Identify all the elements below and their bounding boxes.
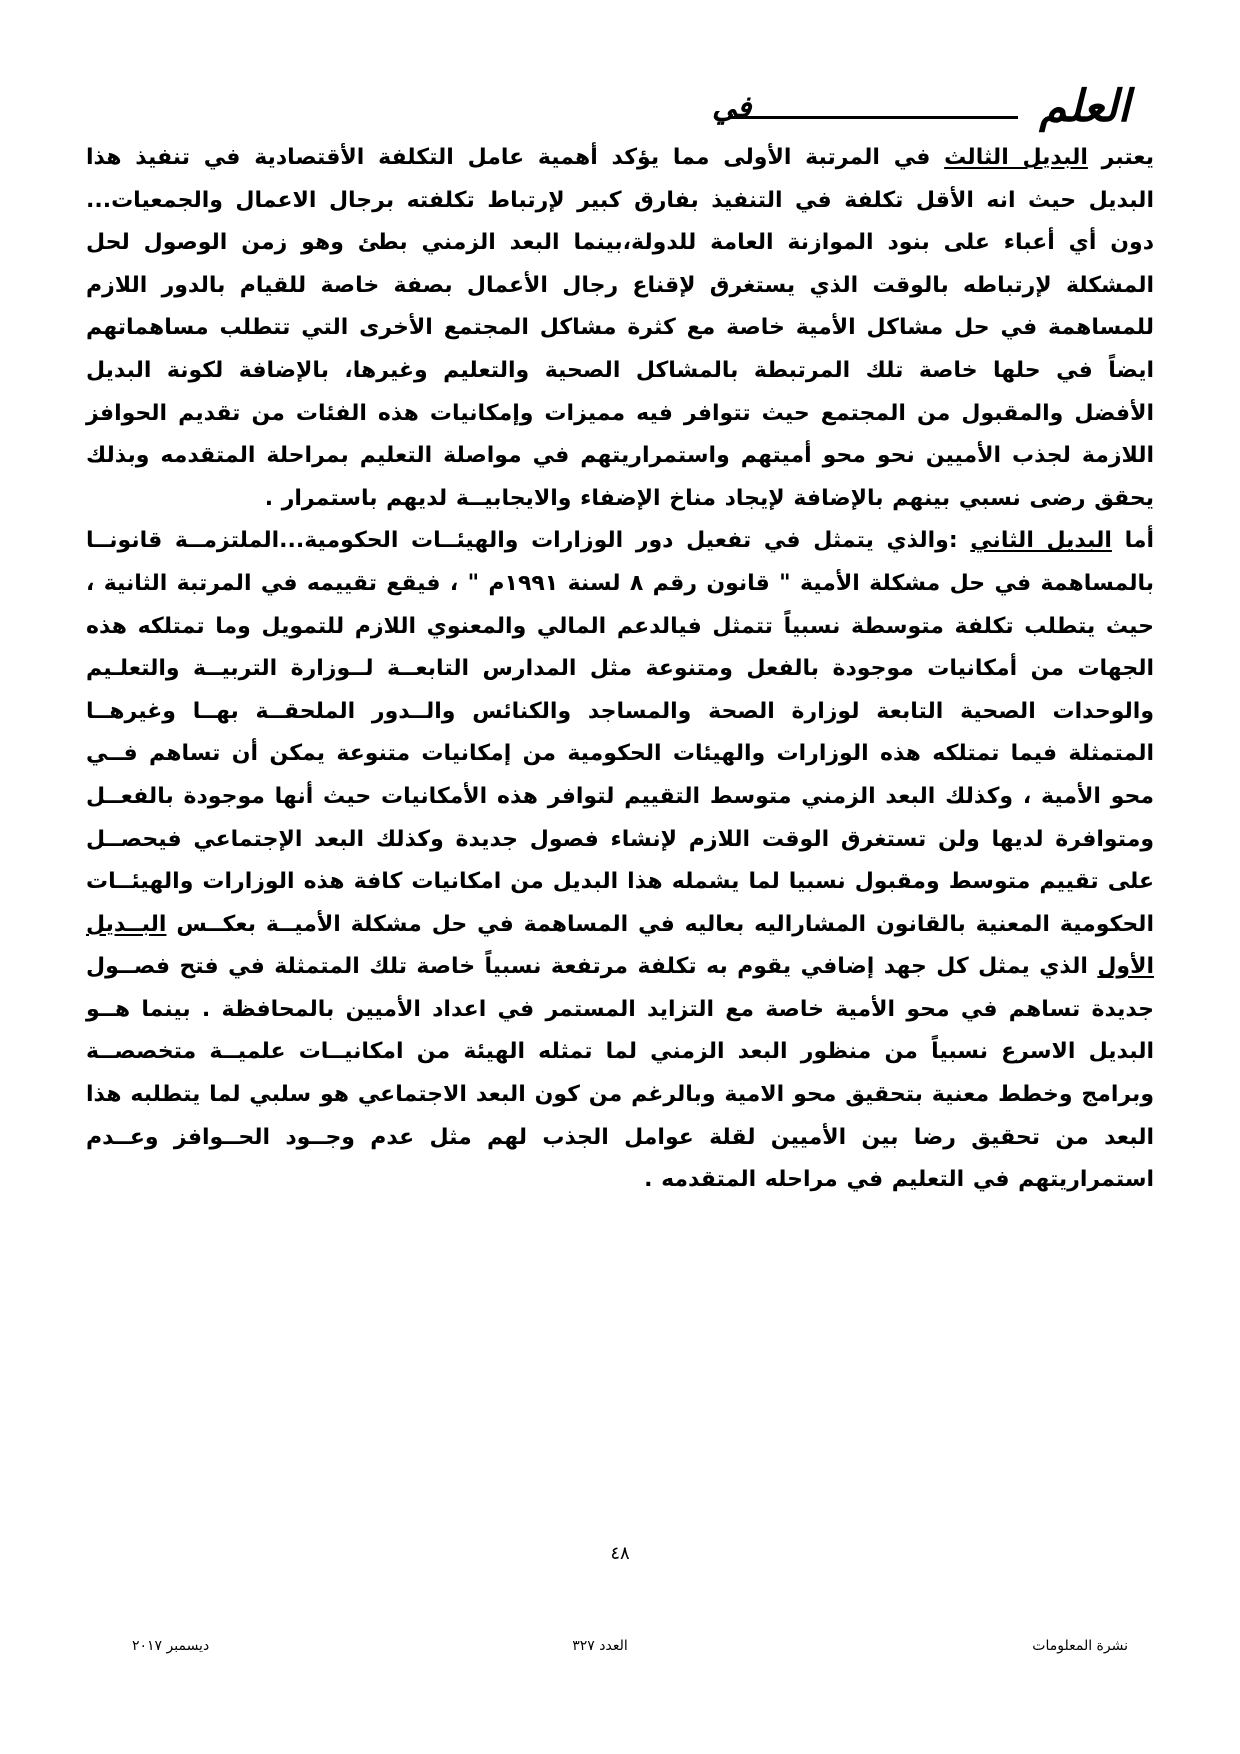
paragraph-lead-word: يعتبر [1101,145,1154,170]
footer-issue: العدد ٣٢٧ [572,1638,628,1654]
paragraph-text: الذي يمثل كل جهد إضافي يقوم به تكلفة مرتفعة نسبياً خاصة تلك المتمثلة في فتح فصــول جديدة تساهم في محو الأمية خاصة مع التزايد المستمر في اعداد الأميين بالمحافظة . بينما هــو البديل الاسرع نسبياً من منظور البعد الزمني لما تمثله الهيئة من امكانيــات علميــة متخصصــة وبرامج وخطط معنية بتحقيق محو الامية وبالرغم من كون البعد الاجتماعي هو سلبي لما يتطلبه هذا البعد من تحقيق رضا بين الأميين لقلة عوامل الجذب لهم مثل عدم وجــود الحــوافز وعــدم استمراريتهم في التعليم في مراحله المتقدمه . [86,954,1154,1193]
page-footer [0,1634,1240,1658]
footer-publication: نشرة المعلومات [1032,1638,1128,1654]
term-third-alternative: البديل الثالث [944,145,1088,170]
header-fi-word: في [712,90,752,125]
header-rule [728,116,1018,119]
term-second-alternative: البديل الثاني [970,528,1112,554]
article-body [86,137,1154,1202]
term-first-alternative: البــديل الأول [86,911,1154,980]
paragraph-third-alternative [86,137,1154,520]
page-number: ٤٨ [610,1543,630,1564]
paragraph-lead-word: أما [1124,528,1154,554]
paragraph-text: :والذي يتمثل في تفعيل دور الوزارات والهيئــات الحكومية...الملتزمــة قانونــا بالمساهمة في حل مشكلة الأمية " قانون رقم ٨ لسنة ١٩٩١م " ، فيقع تقييمه في المرتبة الثانية ، حيث يتطلب تكلفة متوسطة نسبياً تتمثل فيالدعم المالي والمعنوي اللازم للتمويل وما تمتلكه هذه الجهات من أمكانيات موجودة بالفعل ومتنوعة مثل المدارس التابعــة لــوزارة التربيــة والتعلـيم والوحدات الصحية التابعة لوزارة الصحة والمساجد والكنائس والــدور الملحقــة بهــا وغيرهــا المتمثلة فيما تمتلكه هذه الوزارات والهيئات الحكومية من إمكانيات متنوعة يمكن أن تساهم فــي محو الأمية ، وكذلك البعد الزمني متوسط التقييم لتوافر هذه الأمكانيات حيث أنها موجودة بالفعــل ومتوافرة لديها ولن تستغرق الوقت اللازم لإنشاء فصول جديدة وكذلك البعد الإجتماعي فيحصــل على تقييم متوسط ومقبول نسبيا لما يشمله هذا البديل من امكانيات كافة هذه الوزارات والهيئــات الحكومية المعنية بالقانون المشاراليه بعاليه في المساهمة في حل مشكلة الأميــة بعكــس [86,528,1154,937]
paragraph-text: في المرتبة الأولى مما يؤكد أهمية عامل التكلفة الأقتصادية في تنفيذ هذا البديل حيث انه الأقل تكلفة في التنفيذ بفارق كبير لإرتباط تكلفته برجال الاعمال والجمعيات... دون أي أعباء على بنود الموازنة العامة للدولة،بينما البعد الزمني بطئ وهو زمن الوصول لحل المشكلة لإرتباطه بالوقت الذي يستغرق لإقناع رجال الأعمال بصفة خاصة للقيام بالدور اللازم للمساهمة في حل مشاكل الأمية خاصة مع كثرة مشاكل المجتمع الأخرى التي تتطلب مساهماتهم ايضاً في حلها خاصة تلك المرتبطة بالمشاكل الصحية والتعليم وغيرها، بالإضافة لكونة البديل الأفضل والمقبول من المجتمع حيث تتوافر فيه مميزات وإمكانيات هذه الفئات من تقديم الحوافز اللازمة لجذب الأميين نحو محو أميتهم واستمراريتهم في مواصلة التعليم بمراحلة المتقدمه وبذلك يحقق رضى نسبي بينهم بالإضافة لإيجاد مناخ الإضفاء والايجابيــة لديهم باستمرار . [86,145,1154,511]
page-header [0,82,1240,142]
paragraph-second-alternative [86,520,1154,1202]
footer-date: ديسمبر ٢٠١٧ [132,1638,210,1654]
publication-logo: العلم [1039,81,1130,132]
